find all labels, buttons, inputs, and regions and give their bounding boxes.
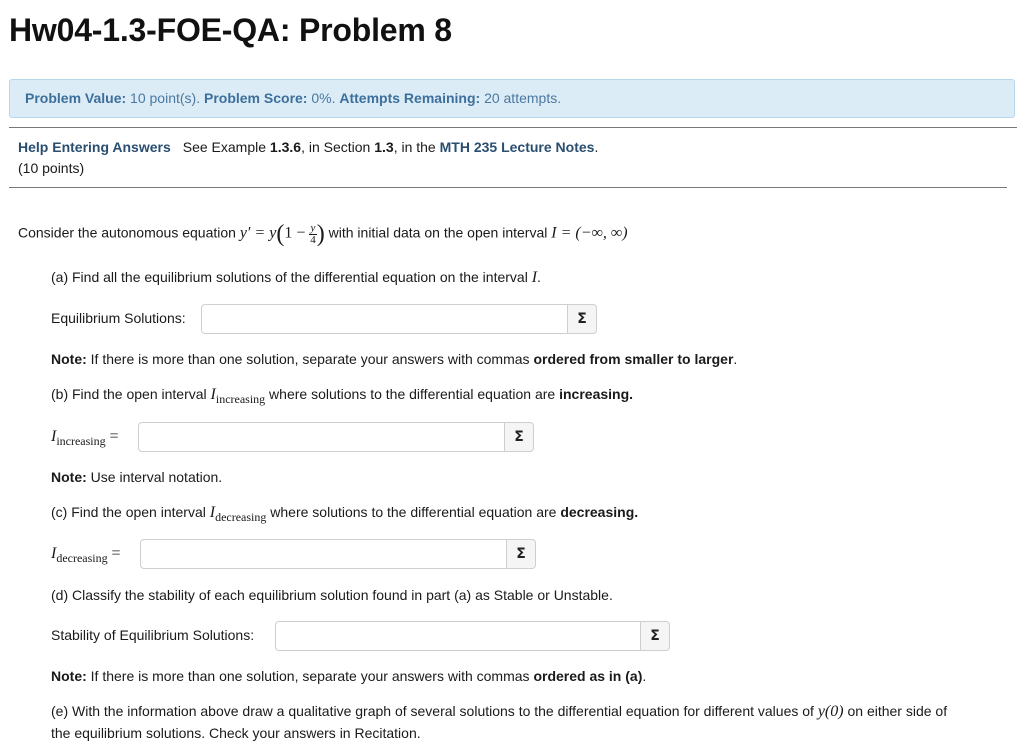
fraction: $\frac{y}{4}$ <box>310 221 316 246</box>
interval-increasing-label: Iincreasing = <box>51 428 119 448</box>
part-b-question: (b) Find the open interval Iincreasing where solutions to the differential equation are increasing. <box>51 386 634 406</box>
interval-decreasing-input[interactable] <box>140 539 507 569</box>
attempts-remaining: 20 attempts. <box>484 90 562 106</box>
stability-label: Stability of Equilibrium Solutions: <box>51 627 255 643</box>
problem-value: 10 point(s). <box>130 90 201 106</box>
attempts-remaining-label: Attempts Remaining: <box>339 90 481 106</box>
problem-score-label: Problem Score: <box>203 90 308 106</box>
divider <box>9 127 1017 128</box>
part-d-question: (d) Classify the stability of each equilibrium solution found in part (a) as Stable or Unstable. <box>51 587 613 603</box>
note-b: Note: Use interval notation. <box>51 469 223 485</box>
page-title: Hw04-1.3-FOE-QA: Problem 8 <box>9 12 452 48</box>
equation-editor-button[interactable]: Σ <box>505 422 534 452</box>
equation-editor-button[interactable]: Σ <box>507 539 536 569</box>
interval-increasing-input[interactable] <box>138 422 505 452</box>
divider <box>9 187 1007 188</box>
lecture-notes-link[interactable]: MTH 235 Lecture Notes <box>439 139 595 155</box>
points-label: (10 points) <box>18 160 85 176</box>
problem-status-bar <box>9 79 1015 118</box>
problem-score: 0%. <box>311 90 336 106</box>
equilibrium-solutions-input[interactable] <box>201 304 568 334</box>
problem-value-label: Problem Value: <box>25 90 127 106</box>
help-entering-answers-link[interactable]: Help Entering Answers <box>18 139 171 155</box>
note-d: Note: If there is more than one solution, separate your answers with commas ordered as in (a). <box>51 668 647 684</box>
part-c-question: (c) Find the open interval Idecreasing where solutions to the differential equation are decreasing. <box>51 504 639 524</box>
part-e-question-line2: the equilibrium solutions. Check your answers in Recitation. <box>51 725 421 741</box>
equation-editor-button[interactable]: Σ <box>568 304 597 334</box>
help-line: Help Entering Answers See Example 1.3.6, in Section 1.3, in the MTH 235 Lecture Notes. <box>18 139 599 155</box>
part-e-question: (e) With the information above draw a qualitative graph of several solutions to the differential equation for different values of y(0) on either side of <box>51 703 948 720</box>
problem-statement: Consider the autonomous equation y′ = y(1 − $\frac{y}{4}$ ) with initial data on the open interval I = (−∞, ∞) <box>18 221 628 247</box>
note-a: Note: If there is more than one solution, separate your answers with commas ordered from smaller to larger. <box>51 351 738 367</box>
interval-decreasing-label: Idecreasing = <box>51 545 121 565</box>
equilibrium-solutions-label: Equilibrium Solutions: <box>51 310 186 326</box>
equation-editor-button[interactable]: Σ <box>641 621 670 651</box>
part-a-question: (a) Find all the equilibrium solutions of the differential equation on the interval I. <box>51 269 541 286</box>
stability-input[interactable] <box>275 621 641 651</box>
